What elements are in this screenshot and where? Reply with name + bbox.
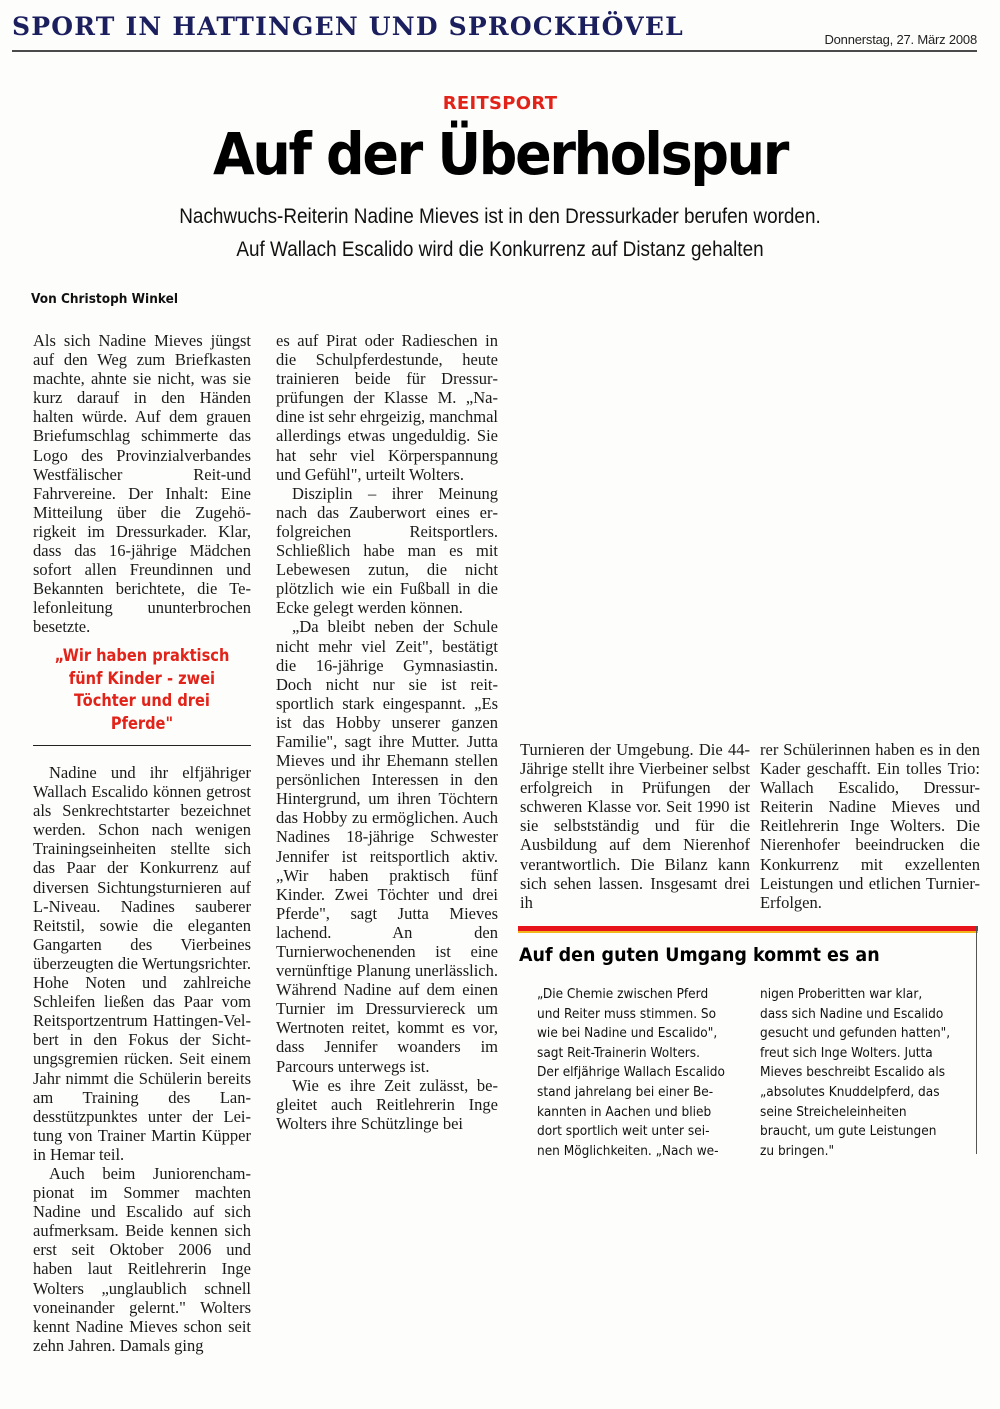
pull-quote-divider (33, 745, 251, 746)
sidebar-box-column-1: „Die Chemie zwischen Pferd und Reiter muss stimmen. So wie bei Nadine und Escalido", sagt Reit-Trainerin Wolters. Der elfjährige Wallach Escalido stand jahrelang bei einer Be- kannten in Aachen und blieb dort sportlich weit unter sei- nen Möglichkeiten. „Nach we- (537, 986, 725, 1159)
paragraph: Turnieren der Umgebung. Die 44-Jährige stellt ihre Vierbeiner selbst erfolgreich in Prüfungen der schweren Klasse vor. Seit 1990 ist sie selbstständig und für die Ausbildung auf dem Nierenhof verantwortlich. Die Bilanz kann sich sehen lassen. Insgesamt drei ih (520, 740, 750, 912)
paragraph: Auch beim Juniorenchampionat im Sommer machten Nadine und Escalido auf sich aufmerksam. Beide kennen sich erst seit Oktober 2006 und haben laut Reitlehrerin Inge Wolters „unglaublich schnell voneinander gelernt." Wolters kennt Nadine Mieves schon seit zehn Jahren. Damals ging (33, 1163, 251, 1355)
article-column-3 (520, 740, 750, 912)
paragraph: Disziplin – ihrer Meinung nach das Zauberwort eines erfolgreichen Reitsportlers. Schließlich habe man es mit Lebewesen zutun, die nicht plötzlich wie ein Fußball in die Ecke gelegt werden können. (276, 483, 498, 618)
masthead (12, 10, 977, 52)
pull-quote: „Wir haben praktisch fünf Kinder - zwei Töchter und drei Pferde" (54, 646, 230, 734)
sidebar-box-border (976, 926, 977, 1154)
sidebar-box-column-2: nigen Proberitten war klar, dass sich Nadine und Escalido gesucht und gefunden hatten", freut sich Inge Wolters. Jutta Mieves beschreibt Escalido als „absolutes Knuddelpferd, das seine Streicheleinheiten braucht, um gute Leistungen zu bringen." (760, 986, 951, 1159)
subhead-line: Auf Wallach Escalido wird die Konkurrenz auf Distanz gehalten (236, 237, 764, 261)
article-column-1 (33, 331, 251, 637)
subhead-line: Nachwuchs-Reiterin Nadine Mieves ist in den Dressurkader berufen worden. (179, 204, 821, 228)
paragraph: Als sich Nadine Mieves jüngst auf den Weg zum Briefkasten machte, ahnte sie nicht, was sie kurz darauf in den Händen halten würde. Auf dem grauen Briefumschlag schimmerte das Logo des Provinzialverbandes Westfälischer Reit-und Fahrvereine. Der Inhalt: Eine Mitteilung über die Zugehörigkeit im Dressurkader. Klar, dass das 16-jährige Mädchen sofort allen Freundinnen und Bekannten berichtete, die Telefonleitung ununterbrochen besetzte. (33, 331, 251, 637)
sidebar-box-top-rule (518, 926, 978, 931)
paragraph: Nadine und ihr elfjähriger Wallach Escalido können getrost als Senkrechtstarter bezeichnet werden. Schon nach wenigen Trainingseinheiten stellte sich das Paar der Konkurrenz auf diversen Sichtungsturnieren auf L-Niveau. Nadines sauberer Reitstil, sowie die eleganten Gangarten des Vierbeines überzeugten die Wertungsrichter. Hohe Noten und zahlreiche Schleifen ließen das Paar vom Reitsportzentrum Hattingen-Velbert in den Fokus der Sichtungsgremien rücken. Seit einem Jahr nimmt die Schülerin bereits am Training des Landesstützpunktes unter der Leitung von Trainer Martin Küpper in Hemar teil. (33, 763, 251, 1164)
section-title: SPORT IN HATTINGEN UND SPROCKHÖVEL (12, 12, 684, 41)
article-column-4 (760, 740, 980, 912)
article-column-2 (276, 331, 498, 1133)
article-column-1-continued (33, 763, 251, 1355)
paragraph: es auf Pirat oder Radieschen in die Schulpferdestunde, heute trainieren beide für Dressurprüfungen der Klasse M. „Nadine ist sehr ehrgeizig, manchmal allerdings etwas ungeduldig. Sie hat sehr viel Körperspannung und Gefühl", urteilt Wolters. (276, 331, 498, 484)
byline: Von Christoph Winkel (31, 291, 179, 307)
article-headline: Auf der Überholspur (212, 120, 788, 188)
article-kicker: REITSPORT (442, 93, 558, 114)
paragraph: rer Schülerinnen haben es in den Kader geschafft. Ein tolles Trio: Wallach Escalido, Dressur-Reiterin Nadine Mieves und Reitlehrerin Inge Wolters. Die Nierenhofer beeindrucken die Konkurrenz mit exzellenten Leistungen und etlichen Turnier-Erfolgen. (760, 740, 980, 912)
publication-date: Donnerstag, 27. März 2008 (824, 32, 977, 47)
paragraph: Wie es ihre Zeit zulässt, begleitet auch Reitlehrerin Inge Wolters ihre Schützlinge bei (276, 1075, 498, 1133)
article-subhead (60, 200, 940, 266)
sidebar-box-title: Auf den guten Umgang kommt es an (519, 944, 880, 966)
paragraph: „Da bleibt neben der Schule nicht mehr viel Zeit", bestätigt die 16-jährige Gymnasiastin. Doch nicht nur sie ist reitsportlich stark eingespannt. „Es ist das Hobby unserer ganzen Familie", sagt ihre Mutter. Jutta Mieves und ihr Ehemann stellen persönlichen Interessen in den Hintergrund, um ihren Töchtern das Hobby zu ermöglichen. Auch Nadines 18-jährige Schwester Jennifer ist reitsportlich aktiv. „Wir haben praktisch fünf Kinder. Zwei Töchter und drei Pferde", sagt Jutta Mieves lachend. An den Turnierwochenenden ist eine vernünftige Planung unerlässlich. Während Nadine auf dem einen Turnier im Dressurviereck um Wertnoten reitet, kommt es vor, dass Jennifer woanders im Parcours unterwegs ist. (276, 617, 498, 1076)
